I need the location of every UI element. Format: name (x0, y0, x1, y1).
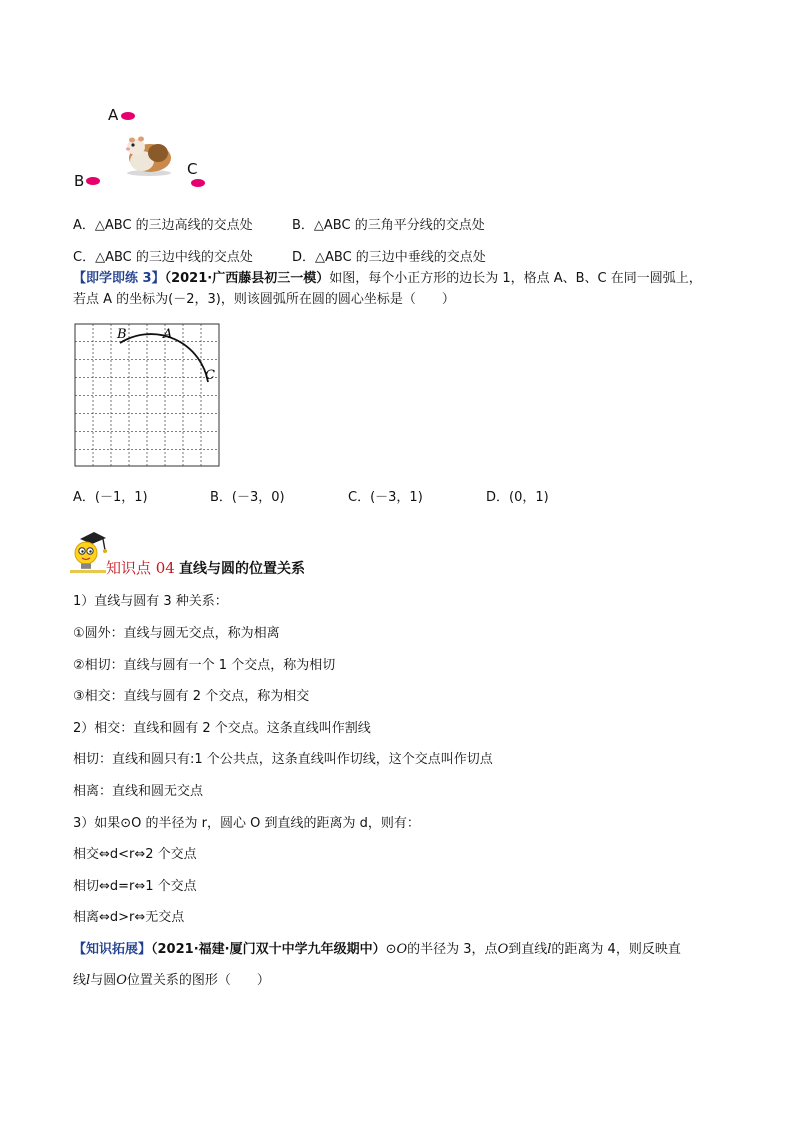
ext-o2: O (497, 942, 509, 957)
bulb-icon (70, 530, 108, 574)
grid-label-b: B (117, 327, 127, 342)
section-title (106, 557, 305, 578)
ext-text-line2-a: 线 (73, 973, 87, 988)
content-line-6: 相切：直线和圆只有:1 个公共点，这条直线叫作切线，这个交点叫作切点 (73, 752, 493, 767)
ext-line2 (73, 972, 270, 990)
grid-figure (72, 322, 222, 468)
point-a-dot (121, 112, 135, 120)
section-title-text: 直线与圆的位置关系 (179, 561, 305, 577)
ext-text-line2-b: 与圆 (90, 973, 117, 988)
prev-option-a: A．△ABC 的三边高线的交点处 (73, 218, 253, 233)
hamster-image (124, 133, 174, 177)
content-line-10: 相切⇔d=r⇔1 个交点 (73, 879, 197, 894)
q3-option-c: C．(－3，1) (348, 490, 423, 505)
ext-l1: l (547, 942, 552, 957)
ext-l2: l (86, 973, 91, 988)
q3-tag: 【即学即练 3】 (73, 271, 165, 286)
q3-option-d: D．(0，1) (486, 490, 549, 505)
ext-text-p4: 的距离为 4，则反映直 (551, 942, 681, 957)
q3-source: （2021·广西藤县初三一模） (164, 271, 330, 286)
point-label-c: C (187, 160, 198, 178)
content-line-11: 相离⇔d>r⇔无交点 (73, 910, 185, 925)
ext-text-p3: 到直线 (508, 942, 548, 957)
point-c-dot (191, 179, 205, 187)
content-line-8: 3）如果⊙O 的半径为 r，圆心 O 到直线的距离为 d，则有： (73, 816, 420, 831)
point-label-a: A (108, 106, 119, 124)
point-b-dot (86, 177, 100, 185)
content-line-4: ③相交：直线与圆有 2 个交点，称为相交 (73, 689, 310, 704)
grid-label-c: C (205, 368, 215, 383)
content-line-2: ①圆外：直线与圆无交点，称为相离 (73, 626, 280, 641)
ext-text-p2: 的半径为 3，点 (407, 942, 498, 957)
content-line-7: 相离：直线和圆无交点 (73, 784, 204, 799)
ext-source: （2021·福建·厦门双十中学九年级期中） (151, 942, 386, 957)
q3-option-b: B．(－3，0) (210, 490, 285, 505)
prev-option-c: C．△ABC 的三边中线的交点处 (73, 250, 253, 265)
grid-label-a: A (163, 327, 173, 342)
content-line-9: 相交⇔d<r⇔2 个交点 (73, 847, 197, 862)
content-line-5: 2）相交：直线和圆有 2 个交点。这条直线叫作割线 (73, 721, 371, 736)
ext-text-line2-c: 位置关系的图形（ ） (126, 973, 270, 988)
section-title-number: 知识点 04 (106, 559, 175, 577)
prev-option-b: B．△ABC 的三角平分线的交点处 (292, 218, 485, 233)
ext-o1: O (396, 942, 408, 957)
q3-line2: 若点 A 的坐标为(－2，3)，则该圆弧所在圆的圆心坐标是（ ） (73, 292, 455, 307)
prev-option-d: D．△ABC 的三边中垂线的交点处 (292, 250, 486, 265)
ext-o3: O (116, 973, 127, 988)
ext-line1 (73, 941, 681, 959)
ext-tag: 【知识拓展】 (73, 942, 152, 957)
content-line-1: 1）直线与圆有 3 种关系： (73, 594, 228, 609)
point-label-b: B (74, 172, 85, 190)
ext-odot: ⊙ (385, 942, 397, 957)
q3-text1: 如图，每个小正方形的边长为 1，格点 A、B、C 在同一圆弧上， (329, 271, 702, 286)
content-line-3: ②相切：直线与圆有一个 1 个交点，称为相切 (73, 658, 336, 673)
q3-line1 (73, 270, 702, 288)
q3-option-a: A．(－1，1) (73, 490, 148, 505)
